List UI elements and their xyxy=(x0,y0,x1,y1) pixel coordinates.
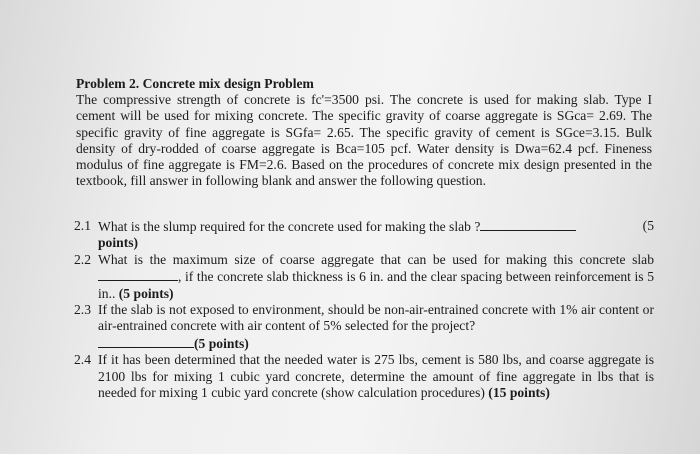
question-text-before: If it has been determined that the needed water is 275 lbs, cement is 580 lbs, and coarse aggregate is 2100 lbs for mixing 1 cubic yard concrete, determine the amount of fine aggregate in lbs that is needed for mixing 1 cubic yard concrete (show calculation procedures) xyxy=(98,352,654,401)
problem-body xyxy=(76,92,652,189)
problem-statement xyxy=(76,76,652,189)
question-points: (5 points) xyxy=(194,335,249,351)
question-list xyxy=(74,218,654,401)
question-points: points) xyxy=(98,235,139,251)
answer-blank[interactable] xyxy=(98,335,194,348)
question-number: 2.1 xyxy=(74,218,91,233)
question-text xyxy=(98,302,654,352)
question-text-before: If the slab is not exposed to environment, should be non-air-entrained concrete with 1% air content or air-entrained concrete with air content of 5% selected for the project? xyxy=(98,302,654,334)
question-text-after: , if the concrete slab thickness is 6 in. and the clear spacing between reinforcement is 5 in.. xyxy=(98,269,654,301)
question-text-after: (5 xyxy=(642,218,654,233)
answer-blank[interactable] xyxy=(480,218,576,231)
question-2-2 xyxy=(74,252,654,302)
question-text-before: What is the maximum size of coarse aggregate that can be used for making this concrete slab xyxy=(98,251,654,267)
question-2-1 xyxy=(74,218,654,252)
question-number: 2.4 xyxy=(74,352,91,368)
question-text xyxy=(98,252,654,302)
question-2-3 xyxy=(74,302,654,352)
question-points: (5 points) xyxy=(118,285,174,301)
problem-title: Problem 2. Concrete mix design Problem xyxy=(76,76,314,91)
question-text xyxy=(98,218,654,252)
question-text xyxy=(98,352,654,401)
question-text-before: What is the slump required for the concrete used for making the slab ? xyxy=(98,219,481,234)
question-2-4 xyxy=(74,352,654,401)
question-points: (15 points) xyxy=(488,385,550,401)
problem-body-text: The compressive strength of concrete is fc'=3500 psi. The concrete is used for making slab. Type I cement will be used for mixing concrete. The specific gravity of coarse aggregate is SGca= 2.69. The specific gravity of fine aggregate is SGfa= 2.65. The specific gravity of cement is SGce=3.15. Bulk density of dry-rodded of coarse aggregate is Bca=105 pcf. Water density is Dwa=62.4 pcf. Fineness modulus of fine aggregate is FM=2.6. Based on the procedures of concrete mix design presented in the textbook, fill answer in following blank and answer the following question. xyxy=(76,92,652,189)
answer-blank[interactable] xyxy=(98,268,178,281)
question-number: 2.3 xyxy=(74,302,91,318)
question-number: 2.2 xyxy=(74,251,91,267)
